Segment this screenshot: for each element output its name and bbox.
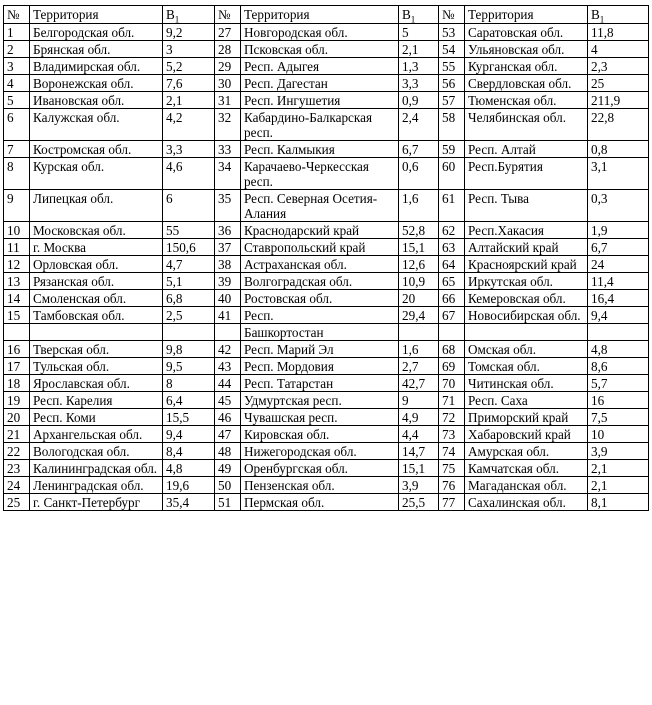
- cell-territory: Магаданская обл.: [465, 477, 588, 494]
- cell-b1-value: 6,7: [399, 141, 439, 158]
- cell-territory: Респ. Ингушетия: [241, 92, 399, 109]
- cell-b1-value: 11,8: [588, 24, 649, 41]
- cell-territory: Респ.Хакасия: [465, 222, 588, 239]
- cell-number: 59: [439, 141, 465, 158]
- cell-territory: Респ.: [241, 307, 399, 324]
- cell-territory: Тамбовская обл.: [30, 307, 163, 324]
- cell-b1-value: 3,1: [588, 158, 649, 190]
- cell-number: 39: [215, 273, 241, 290]
- cell-territory: Респ.Бурятия: [465, 158, 588, 190]
- table-body: [4, 24, 649, 511]
- cell-number: 53: [439, 24, 465, 41]
- cell-b1-value: 4,9: [399, 409, 439, 426]
- cell-number: 11: [4, 239, 30, 256]
- cell-number: 10: [4, 222, 30, 239]
- table-row: [4, 222, 649, 239]
- header-b-label: B: [591, 7, 600, 22]
- cell-number: 64: [439, 256, 465, 273]
- cell-territory: Респ. Саха: [465, 392, 588, 409]
- cell-b1-value: 0,6: [399, 158, 439, 190]
- cell-territory: Рязанская обл.: [30, 273, 163, 290]
- table-row: [4, 75, 649, 92]
- cell-number: 57: [439, 92, 465, 109]
- cell-b1-value: 2,1: [588, 477, 649, 494]
- cell-b1-value: 8,1: [588, 494, 649, 511]
- header-territory: Территория: [465, 6, 588, 24]
- cell-territory: [465, 324, 588, 341]
- cell-number: 41: [215, 307, 241, 324]
- cell-territory: Липецкая обл.: [30, 190, 163, 222]
- cell-territory: Респ. Мордовия: [241, 358, 399, 375]
- header-b-label: B: [166, 7, 175, 22]
- cell-territory: Респ. Калмыкия: [241, 141, 399, 158]
- cell-number: 63: [439, 239, 465, 256]
- cell-number: 67: [439, 307, 465, 324]
- cell-number: 40: [215, 290, 241, 307]
- cell-number: 19: [4, 392, 30, 409]
- cell-territory: Тюменская обл.: [465, 92, 588, 109]
- table-row: [4, 24, 649, 41]
- cell-b1-value: 9,2: [163, 24, 215, 41]
- regions-table: [3, 5, 649, 511]
- cell-territory: Белгородская обл.: [30, 24, 163, 41]
- cell-number: 6: [4, 109, 30, 141]
- cell-b1-value: 4: [588, 41, 649, 58]
- cell-number: 37: [215, 239, 241, 256]
- cell-number: 5: [4, 92, 30, 109]
- cell-number: 65: [439, 273, 465, 290]
- table-row: [4, 109, 649, 141]
- table-row: [4, 375, 649, 392]
- cell-b1-value: 6,8: [163, 290, 215, 307]
- cell-b1-value: 3,9: [588, 443, 649, 460]
- cell-number: 54: [439, 41, 465, 58]
- cell-number: 46: [215, 409, 241, 426]
- cell-number: 20: [4, 409, 30, 426]
- cell-number: 18: [4, 375, 30, 392]
- table-row: [4, 290, 649, 307]
- cell-territory: Калининградская обл.: [30, 460, 163, 477]
- table-row: [4, 158, 649, 190]
- cell-b1-value: 6,7: [588, 239, 649, 256]
- header-b-subscript: 1: [174, 14, 180, 24]
- cell-number: 12: [4, 256, 30, 273]
- cell-territory: Краснодарский край: [241, 222, 399, 239]
- cell-b1-value: 9,8: [163, 341, 215, 358]
- cell-number: 32: [215, 109, 241, 141]
- cell-b1-value: 1,3: [399, 58, 439, 75]
- cell-number: 16: [4, 341, 30, 358]
- cell-territory: Оренбургская обл.: [241, 460, 399, 477]
- cell-b1-value: 2,1: [399, 41, 439, 58]
- cell-number: 51: [215, 494, 241, 511]
- cell-b1-value: 2,1: [588, 460, 649, 477]
- cell-b1-value: 52,8: [399, 222, 439, 239]
- cell-territory: Пензенская обл.: [241, 477, 399, 494]
- cell-number: 29: [215, 58, 241, 75]
- cell-number: 4: [4, 75, 30, 92]
- cell-territory: Чувашская респ.: [241, 409, 399, 426]
- cell-number: 17: [4, 358, 30, 375]
- table-row: [4, 426, 649, 443]
- cell-territory: Иркутская обл.: [465, 273, 588, 290]
- cell-territory: Кемеровская обл.: [465, 290, 588, 307]
- cell-number: 66: [439, 290, 465, 307]
- cell-b1-value: 16: [588, 392, 649, 409]
- cell-b1-value: 15,5: [163, 409, 215, 426]
- cell-territory: Респ. Коми: [30, 409, 163, 426]
- table-row: [4, 239, 649, 256]
- cell-territory: Ленинградская обл.: [30, 477, 163, 494]
- cell-b1-value: 16,4: [588, 290, 649, 307]
- cell-number: 35: [215, 190, 241, 222]
- cell-territory: Архангельская обл.: [30, 426, 163, 443]
- header-num: №: [4, 6, 30, 24]
- cell-b1-value: 3: [163, 41, 215, 58]
- cell-b1-value: 1,6: [399, 190, 439, 222]
- cell-number: 76: [439, 477, 465, 494]
- cell-territory: Ставропольский край: [241, 239, 399, 256]
- cell-b1-value: 4,8: [588, 341, 649, 358]
- cell-territory: Респ. Северная Осетия-Алания: [241, 190, 399, 222]
- cell-territory: Кировская обл.: [241, 426, 399, 443]
- cell-territory: Амурская обл.: [465, 443, 588, 460]
- cell-b1-value: 7,6: [163, 75, 215, 92]
- cell-territory: Новгородская обл.: [241, 24, 399, 41]
- cell-number: [4, 324, 30, 341]
- cell-b1-value: 25,5: [399, 494, 439, 511]
- table-row: [4, 460, 649, 477]
- cell-territory: Башкортостан: [241, 324, 399, 341]
- cell-territory: Приморский край: [465, 409, 588, 426]
- cell-territory: Калужская обл.: [30, 109, 163, 141]
- table-row: [4, 443, 649, 460]
- cell-b1-value: 1,9: [588, 222, 649, 239]
- header-b1: [163, 6, 215, 24]
- cell-number: 70: [439, 375, 465, 392]
- cell-b1-value: 2,1: [163, 92, 215, 109]
- cell-b1-value: 15,1: [399, 460, 439, 477]
- cell-b1-value: 150,6: [163, 239, 215, 256]
- cell-number: 44: [215, 375, 241, 392]
- cell-number: 14: [4, 290, 30, 307]
- cell-number: 15: [4, 307, 30, 324]
- cell-b1-value: 10,9: [399, 273, 439, 290]
- cell-territory: Ивановская обл.: [30, 92, 163, 109]
- cell-territory: Томская обл.: [465, 358, 588, 375]
- cell-b1-value: 2,7: [399, 358, 439, 375]
- cell-territory: Читинская обл.: [465, 375, 588, 392]
- cell-b1-value: 9: [399, 392, 439, 409]
- cell-number: 23: [4, 460, 30, 477]
- header-num: №: [215, 6, 241, 24]
- cell-b1-value: 35,4: [163, 494, 215, 511]
- cell-b1-value: 5,1: [163, 273, 215, 290]
- cell-number: 2: [4, 41, 30, 58]
- cell-b1-value: 15,1: [399, 239, 439, 256]
- cell-territory: Московская обл.: [30, 222, 163, 239]
- cell-territory: Респ. Адыгея: [241, 58, 399, 75]
- cell-number: 22: [4, 443, 30, 460]
- cell-number: 7: [4, 141, 30, 158]
- cell-b1-value: 211,9: [588, 92, 649, 109]
- cell-number: 1: [4, 24, 30, 41]
- cell-b1-value: 4,8: [163, 460, 215, 477]
- cell-territory: г. Санкт-Петербург: [30, 494, 163, 511]
- cell-number: 9: [4, 190, 30, 222]
- cell-number: 49: [215, 460, 241, 477]
- cell-territory: Респ. Татарстан: [241, 375, 399, 392]
- cell-territory: Хабаровский край: [465, 426, 588, 443]
- cell-number: 38: [215, 256, 241, 273]
- cell-number: 61: [439, 190, 465, 222]
- cell-b1-value: 14,7: [399, 443, 439, 460]
- cell-territory: Респ. Алтай: [465, 141, 588, 158]
- cell-territory: Ульяновская обл.: [465, 41, 588, 58]
- table-row: [4, 190, 649, 222]
- cell-territory: Свердловская обл.: [465, 75, 588, 92]
- cell-b1-value: 4,2: [163, 109, 215, 141]
- cell-territory: Орловская обл.: [30, 256, 163, 273]
- cell-b1-value: 3,3: [399, 75, 439, 92]
- cell-territory: Кабардино-Балкарская респ.: [241, 109, 399, 141]
- cell-territory: [30, 324, 163, 341]
- cell-b1-value: 4,7: [163, 256, 215, 273]
- cell-number: 45: [215, 392, 241, 409]
- table-row: [4, 324, 649, 341]
- cell-number: 8: [4, 158, 30, 190]
- cell-b1-value: 25: [588, 75, 649, 92]
- header-territory: Территория: [30, 6, 163, 24]
- cell-territory: Ростовская обл.: [241, 290, 399, 307]
- cell-number: 47: [215, 426, 241, 443]
- header-b-subscript: 1: [599, 14, 605, 24]
- cell-b1-value: 0,8: [588, 141, 649, 158]
- cell-b1-value: 12,6: [399, 256, 439, 273]
- cell-territory: Омская обл.: [465, 341, 588, 358]
- cell-b1-value: 5: [399, 24, 439, 41]
- cell-number: 13: [4, 273, 30, 290]
- cell-b1-value: 20: [399, 290, 439, 307]
- cell-number: 72: [439, 409, 465, 426]
- cell-territory: Астраханская обл.: [241, 256, 399, 273]
- cell-b1-value: [399, 324, 439, 341]
- table-row: [4, 358, 649, 375]
- cell-b1-value: 6,4: [163, 392, 215, 409]
- table-row: [4, 494, 649, 511]
- cell-number: 28: [215, 41, 241, 58]
- cell-b1-value: 5,2: [163, 58, 215, 75]
- cell-number: 43: [215, 358, 241, 375]
- cell-number: 48: [215, 443, 241, 460]
- table-row: [4, 409, 649, 426]
- cell-b1-value: [163, 324, 215, 341]
- cell-number: 30: [215, 75, 241, 92]
- cell-territory: Удмуртская респ.: [241, 392, 399, 409]
- cell-b1-value: 10: [588, 426, 649, 443]
- table-row: [4, 58, 649, 75]
- cell-territory: Тверская обл.: [30, 341, 163, 358]
- cell-b1-value: 22,8: [588, 109, 649, 141]
- header-b-subscript: 1: [410, 14, 416, 24]
- header-b1: [399, 6, 439, 24]
- cell-b1-value: 1,6: [399, 341, 439, 358]
- cell-number: 25: [4, 494, 30, 511]
- table-row: [4, 273, 649, 290]
- cell-territory: Нижегородская обл.: [241, 443, 399, 460]
- cell-number: [215, 324, 241, 341]
- cell-b1-value: 29,4: [399, 307, 439, 324]
- cell-territory: Брянская обл.: [30, 41, 163, 58]
- cell-number: 56: [439, 75, 465, 92]
- cell-number: 36: [215, 222, 241, 239]
- table-row: [4, 141, 649, 158]
- cell-territory: Камчатская обл.: [465, 460, 588, 477]
- cell-territory: Пермская обл.: [241, 494, 399, 511]
- cell-territory: Респ. Марий Эл: [241, 341, 399, 358]
- header-num: №: [439, 6, 465, 24]
- cell-territory: г. Москва: [30, 239, 163, 256]
- cell-b1-value: 11,4: [588, 273, 649, 290]
- cell-territory: Курская обл.: [30, 158, 163, 190]
- cell-territory: Респ. Карелия: [30, 392, 163, 409]
- cell-number: 33: [215, 141, 241, 158]
- cell-territory: Респ. Тыва: [465, 190, 588, 222]
- cell-territory: Карачаево-Черкесская респ.: [241, 158, 399, 190]
- cell-territory: Новосибирская обл.: [465, 307, 588, 324]
- header-row: [4, 6, 649, 24]
- table-row: [4, 341, 649, 358]
- cell-b1-value: 8,4: [163, 443, 215, 460]
- cell-territory: Костромская обл.: [30, 141, 163, 158]
- cell-b1-value: 2,3: [588, 58, 649, 75]
- cell-b1-value: 24: [588, 256, 649, 273]
- cell-number: 62: [439, 222, 465, 239]
- cell-territory: Курганская обл.: [465, 58, 588, 75]
- cell-number: 42: [215, 341, 241, 358]
- cell-number: 74: [439, 443, 465, 460]
- cell-b1-value: 8: [163, 375, 215, 392]
- cell-b1-value: 6: [163, 190, 215, 222]
- cell-territory: Смоленская обл.: [30, 290, 163, 307]
- cell-number: 24: [4, 477, 30, 494]
- cell-number: 68: [439, 341, 465, 358]
- cell-b1-value: 19,6: [163, 477, 215, 494]
- cell-territory: Тульская обл.: [30, 358, 163, 375]
- cell-b1-value: 0,3: [588, 190, 649, 222]
- cell-territory: Волгоградская обл.: [241, 273, 399, 290]
- cell-territory: Псковская обл.: [241, 41, 399, 58]
- cell-b1-value: 7,5: [588, 409, 649, 426]
- table-row: [4, 41, 649, 58]
- cell-b1-value: 3,9: [399, 477, 439, 494]
- cell-number: 21: [4, 426, 30, 443]
- cell-territory: Владимирская обл.: [30, 58, 163, 75]
- cell-territory: Сахалинская обл.: [465, 494, 588, 511]
- cell-b1-value: 55: [163, 222, 215, 239]
- cell-b1-value: 9,5: [163, 358, 215, 375]
- cell-number: 55: [439, 58, 465, 75]
- cell-number: 50: [215, 477, 241, 494]
- cell-number: 34: [215, 158, 241, 190]
- cell-territory: Респ. Дагестан: [241, 75, 399, 92]
- header-b-label: B: [402, 7, 411, 22]
- cell-b1-value: 3,3: [163, 141, 215, 158]
- cell-b1-value: 2,5: [163, 307, 215, 324]
- header-territory: Территория: [241, 6, 399, 24]
- cell-b1-value: [588, 324, 649, 341]
- cell-territory: Вологодская обл.: [30, 443, 163, 460]
- cell-number: 75: [439, 460, 465, 477]
- cell-number: [439, 324, 465, 341]
- cell-territory: Воронежская обл.: [30, 75, 163, 92]
- cell-b1-value: 4,6: [163, 158, 215, 190]
- cell-b1-value: 5,7: [588, 375, 649, 392]
- cell-number: 31: [215, 92, 241, 109]
- cell-number: 77: [439, 494, 465, 511]
- table-row: [4, 392, 649, 409]
- table-row: [4, 307, 649, 324]
- cell-b1-value: 9,4: [163, 426, 215, 443]
- cell-number: 69: [439, 358, 465, 375]
- table-row: [4, 92, 649, 109]
- cell-territory: Челябинская обл.: [465, 109, 588, 141]
- cell-territory: Ярославская обл.: [30, 375, 163, 392]
- cell-number: 60: [439, 158, 465, 190]
- cell-territory: Красноярский край: [465, 256, 588, 273]
- cell-b1-value: 42,7: [399, 375, 439, 392]
- cell-territory: Алтайский край: [465, 239, 588, 256]
- cell-b1-value: 4,4: [399, 426, 439, 443]
- cell-number: 27: [215, 24, 241, 41]
- cell-b1-value: 0,9: [399, 92, 439, 109]
- cell-number: 3: [4, 58, 30, 75]
- cell-b1-value: 8,6: [588, 358, 649, 375]
- cell-b1-value: 9,4: [588, 307, 649, 324]
- cell-number: 73: [439, 426, 465, 443]
- cell-b1-value: 2,4: [399, 109, 439, 141]
- header-b1: [588, 6, 649, 24]
- cell-number: 71: [439, 392, 465, 409]
- table-row: [4, 256, 649, 273]
- table-row: [4, 477, 649, 494]
- cell-number: 58: [439, 109, 465, 141]
- cell-territory: Саратовская обл.: [465, 24, 588, 41]
